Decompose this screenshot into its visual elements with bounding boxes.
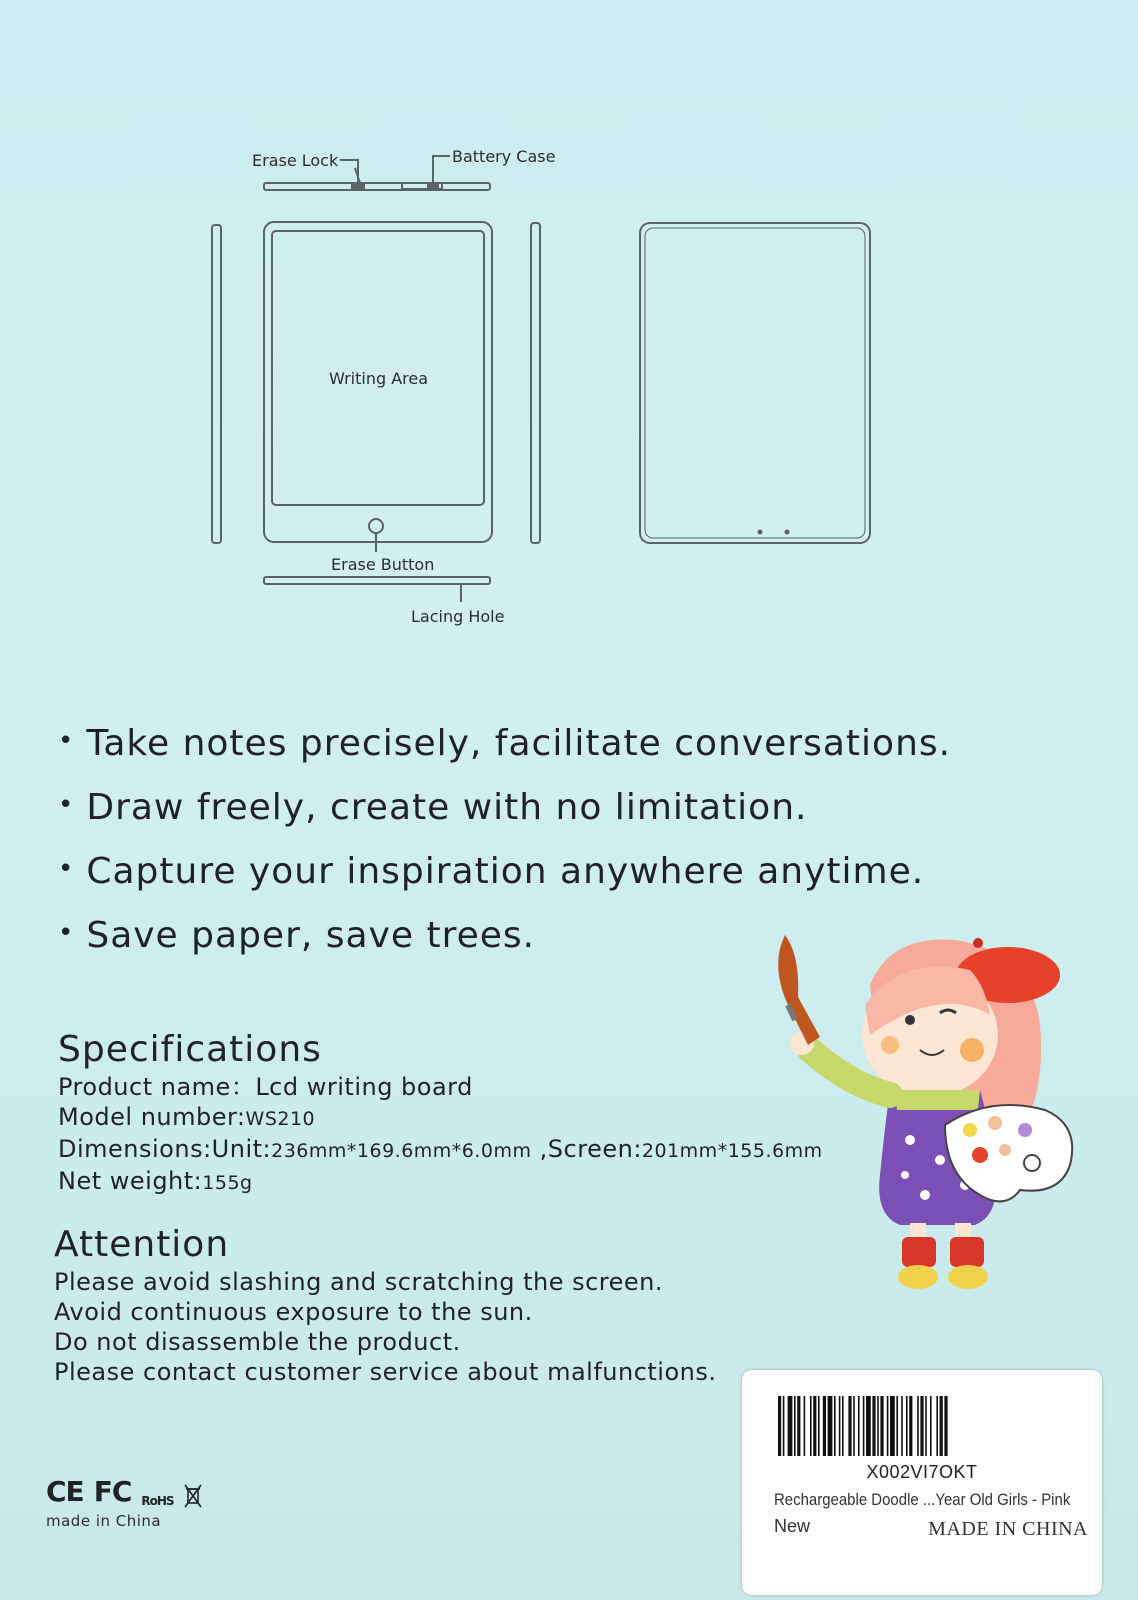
sticker-made-in: MADE IN CHINA xyxy=(928,1518,1088,1540)
feature-item: • Take notes precisely, facilitate conversations. xyxy=(58,723,952,764)
specifications-section xyxy=(58,1030,823,1198)
model-number: Model number:WS210 xyxy=(58,1103,316,1131)
erase-button-label: Erase Button xyxy=(331,555,435,574)
sticker-description: Rechargeable Doodle ...Year Old Girls - Pink xyxy=(774,1490,1071,1509)
barcode-sticker xyxy=(742,1370,1102,1595)
barcode-code: X002VI7OKT xyxy=(866,1462,978,1482)
weee-bin-icon xyxy=(184,1484,202,1508)
barcode xyxy=(778,1396,1074,1456)
dimensions: Dimensions:Unit:236mm*169.6mm*6.0mm ,Screen:201mm*155.6mm xyxy=(58,1135,823,1163)
product-diagram xyxy=(0,0,1138,660)
erase-lock-label: Erase Lock xyxy=(252,151,339,170)
feature-item: • Save paper, save trees. xyxy=(58,915,536,956)
feature-item: • Draw freely, create with no limitation. xyxy=(58,787,808,828)
attention-section xyxy=(54,1225,717,1387)
certifications xyxy=(46,1475,202,1530)
writing-area-label: Writing Area xyxy=(329,369,429,388)
girl-painter-illustration xyxy=(740,925,1085,1305)
attention-title: Attention xyxy=(54,1224,230,1265)
battery-case-label: Battery Case xyxy=(452,147,556,166)
specifications-title: Specifications xyxy=(58,1029,322,1070)
ce-mark: CE xyxy=(46,1475,84,1508)
rohs-mark: RoHS xyxy=(141,1494,174,1508)
attention-line: Avoid continuous exposure to the sun. xyxy=(54,1298,533,1326)
attention-line: Do not disassemble the product. xyxy=(54,1328,461,1356)
product-name: Product name：Lcd writing board xyxy=(58,1073,473,1101)
attention-line: Please contact customer service about malfunctions. xyxy=(54,1358,717,1386)
attention-line: Please avoid slashing and scratching the screen. xyxy=(54,1268,664,1296)
made-in-label: made in China xyxy=(46,1512,162,1530)
feature-item: • Capture your inspiration anywhere anytime. xyxy=(58,851,925,892)
fc-mark: FC xyxy=(93,1475,132,1508)
net-weight: Net weight:155g xyxy=(58,1167,253,1195)
sticker-condition: New xyxy=(774,1516,811,1536)
lacing-hole-label: Lacing Hole xyxy=(411,607,505,626)
